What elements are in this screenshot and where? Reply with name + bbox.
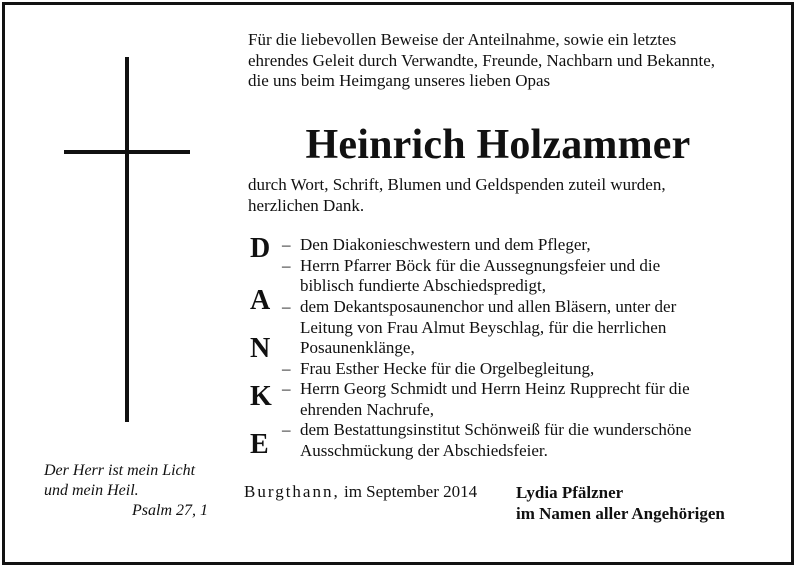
date-text: im September 2014 [343, 482, 478, 501]
cross-vertical-bar [125, 57, 129, 422]
danke-letter-k: K [250, 381, 272, 412]
thanks-line: durch Wort, Schrift, Blumen und Geldspenden zuteil wurden, [248, 175, 666, 194]
signature-name: Lydia Pfälzner [516, 483, 624, 502]
list-dash: – [282, 235, 291, 254]
bible-quote [44, 461, 208, 521]
list-line: ehrenden Nachrufe, [300, 400, 435, 419]
quote-reference: Psalm 27, 1 [132, 502, 208, 519]
list-line: Leitung von Frau Almut Beyschlag, für die herrlichen [300, 318, 667, 337]
thanks-line: herzlichen Dank. [248, 195, 365, 215]
list-line: Herrn Georg Schmidt und Herrn Heinz Rupprecht für die [300, 379, 690, 398]
place-name: Burgthann, [244, 482, 340, 501]
danke-letter-a: A [250, 285, 271, 316]
list-line: Ausschmückung der Abschiedsfeier. [300, 441, 548, 460]
list-dash: – [282, 379, 291, 398]
list-line: dem Bestattungsinstitut Schönweiß für die wunderschöne [300, 420, 692, 439]
danke-letter-d: D [250, 233, 271, 264]
danke-letter-e: E [250, 429, 269, 460]
quote-line: Der Herr ist mein Licht [44, 462, 196, 479]
list-line: dem Dekantsposaunenchor und allen Bläsern, unter der [300, 297, 677, 316]
list-line: biblisch fundierte Abschiedspredigt, [300, 276, 546, 295]
list-line: Frau Esther Hecke für die Orgelbegleitung, [300, 359, 595, 378]
quote-line: und mein Heil. [44, 482, 139, 499]
signature-subtitle: im Namen aller Angehörigen [516, 504, 725, 523]
thanks-text [248, 175, 666, 216]
cross-horizontal-bar [64, 150, 190, 154]
intro-line: ehrendes Geleit durch Verwandte, Freunde, Nachbarn und Bekannte, [248, 50, 716, 70]
list-dash: – [282, 297, 291, 316]
deceased-name: Heinrich Holzammer [305, 122, 691, 168]
list-dash: – [282, 256, 291, 275]
list-line: Herrn Pfarrer Böck für die Aussegnungsfeier und die [300, 256, 661, 275]
intro-line: die uns beim Heimgang unseres lieben Opas [248, 71, 551, 90]
intro-line: Für die liebevollen Beweise der Anteilnahme, sowie ein letztes [248, 30, 677, 49]
list-dash: – [282, 359, 291, 378]
list-dash: – [282, 420, 291, 439]
intro-text [248, 30, 788, 92]
list-line: Den Diakonieschwestern und dem Pfleger, [300, 235, 591, 254]
place-date [244, 482, 477, 502]
signature [516, 482, 725, 524]
danke-letter-n: N [250, 333, 271, 364]
list-line: Posaunenklänge, [300, 338, 415, 357]
